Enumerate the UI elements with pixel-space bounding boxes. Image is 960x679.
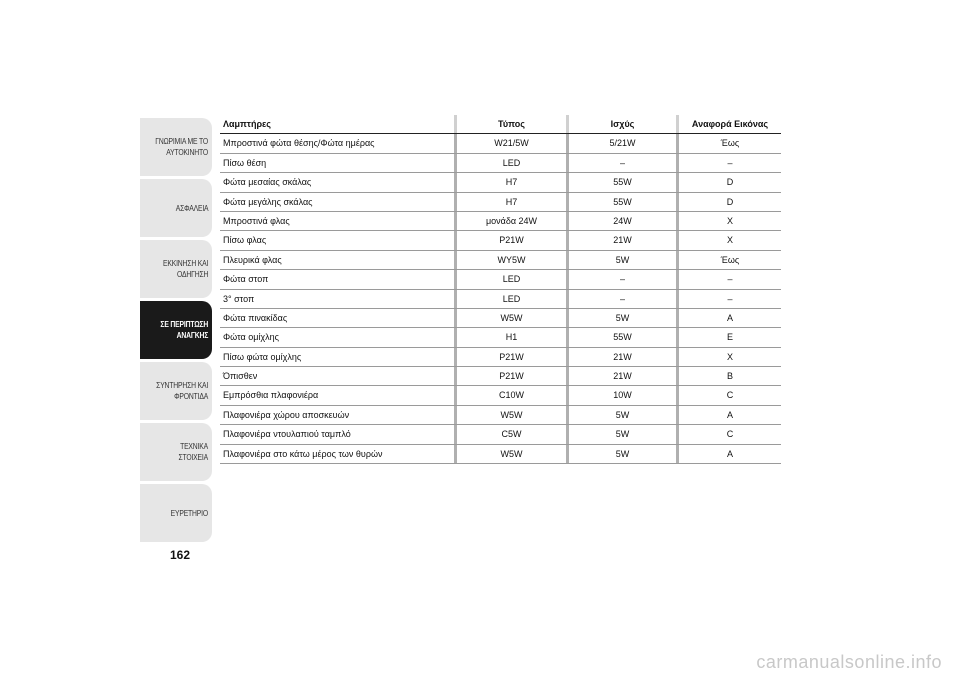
header-power: Ισχύς bbox=[566, 115, 676, 134]
tab-label: ΣΥΝΤΗΡΗΣΗ ΚΑΙ ΦΡΟΝΤΙΔΑ bbox=[156, 381, 208, 401]
tab-label: ΓΝΩΡΙΜΙΑ ΜΕ ΤΟ ΑΥΤΟΚΙΝΗΤΟ bbox=[155, 137, 208, 157]
bulb-power: 5W bbox=[566, 251, 676, 270]
bulb-figure-ref: C bbox=[676, 425, 781, 444]
bulb-power: 21W bbox=[566, 367, 676, 386]
bulb-name: Μπροστινά φλας bbox=[223, 215, 290, 226]
bulb-power: 21W bbox=[566, 348, 676, 367]
bulb-type: C5W bbox=[454, 425, 566, 444]
table-row bbox=[220, 425, 781, 444]
tab-starting-driving[interactable] bbox=[140, 240, 212, 298]
table-row bbox=[220, 173, 781, 192]
bulb-name: Πλευρικά φλας bbox=[223, 254, 282, 265]
bulb-power: 24W bbox=[566, 212, 676, 231]
bulb-name: Φώτα μεσαίας σκάλας bbox=[223, 177, 312, 188]
bulb-figure-ref: B bbox=[676, 367, 781, 386]
bulb-figure-ref: X bbox=[676, 212, 781, 231]
bulb-power: 55W bbox=[566, 193, 676, 212]
bulb-type: P21W bbox=[454, 367, 566, 386]
bulb-name: Φώτα ομίχλης bbox=[223, 332, 279, 343]
bulb-name: Εμπρόσθια πλαφονιέρα bbox=[223, 390, 319, 401]
bulb-power: 55W bbox=[566, 173, 676, 192]
table-header-row bbox=[220, 115, 781, 134]
bulb-type: WY5W bbox=[454, 251, 566, 270]
bulb-power: – bbox=[566, 154, 676, 173]
bulb-type: W5W bbox=[454, 445, 566, 464]
table-row bbox=[220, 328, 781, 347]
bulb-type: LED bbox=[454, 270, 566, 289]
bulb-figure-ref: Έως bbox=[676, 251, 781, 270]
bulb-type: P21W bbox=[454, 348, 566, 367]
bulb-name: Πίσω φώτα ομίχλης bbox=[223, 351, 302, 362]
bulb-name: Πλαφονιέρα ντουλαπιού ταμπλό bbox=[223, 429, 351, 440]
bulb-name: Φώτα στοπ bbox=[223, 274, 269, 285]
table-row bbox=[220, 309, 781, 328]
bulb-power: 55W bbox=[566, 328, 676, 347]
bulb-figure-ref: – bbox=[676, 154, 781, 173]
bulb-type: C10W bbox=[454, 386, 566, 405]
table-row bbox=[220, 193, 781, 212]
tab-label: ΕΚΚΙΝΗΣΗ ΚΑΙ ΟΔΗΓΗΣΗ bbox=[162, 259, 208, 279]
bulb-power: 5W bbox=[566, 425, 676, 444]
table-row bbox=[220, 270, 781, 289]
bulb-figure-ref: A bbox=[676, 309, 781, 328]
tab-emergency[interactable] bbox=[140, 301, 212, 359]
bulb-power: 5W bbox=[566, 445, 676, 464]
bulb-name: Φώτα πινακίδας bbox=[223, 312, 288, 323]
bulb-type: P21W bbox=[454, 231, 566, 250]
bulb-type: μονάδα 24W bbox=[454, 212, 566, 231]
bulb-power: – bbox=[566, 290, 676, 309]
watermark: carmanualsonline.info bbox=[756, 652, 942, 672]
bulb-power: – bbox=[566, 270, 676, 289]
table-row bbox=[220, 348, 781, 367]
bulb-name: Πίσω φλας bbox=[223, 235, 267, 246]
bulb-type: H7 bbox=[454, 193, 566, 212]
bulb-figure-ref: X bbox=[676, 348, 781, 367]
table-row bbox=[220, 367, 781, 386]
bulb-name: Μπροστινά φώτα θέσης/Φώτα ημέρας bbox=[223, 138, 375, 149]
tab-maintenance-care[interactable] bbox=[140, 362, 212, 420]
bulb-type: LED bbox=[454, 154, 566, 173]
bulb-name: 3° στοπ bbox=[223, 293, 255, 304]
tab-getting-to-know-car[interactable] bbox=[140, 118, 212, 176]
bulb-name: Πίσω θέση bbox=[223, 157, 267, 168]
bulb-power: 5W bbox=[566, 309, 676, 328]
bulb-type: W5W bbox=[454, 309, 566, 328]
header-type: Τύπος bbox=[454, 115, 566, 134]
header-figure-ref: Αναφορά Εικόνας bbox=[676, 115, 781, 134]
bulb-figure-ref: X bbox=[676, 231, 781, 250]
bulb-type: W21/5W bbox=[454, 134, 566, 153]
bulb-figure-ref: D bbox=[676, 173, 781, 192]
table-row bbox=[220, 386, 781, 405]
bulb-name: Πλαφονιέρα χώρου αποσκευών bbox=[223, 409, 350, 420]
table-row bbox=[220, 251, 781, 270]
bulb-figure-ref: A bbox=[676, 406, 781, 425]
tab-label: ΤΕΧΝΙΚΑ ΣΤΟΙΧΕΙΑ bbox=[178, 442, 208, 462]
tab-label: ΣΕ ΠΕΡΙΠΤΩΣΗ ΑΝΑΓΚΗΣ bbox=[160, 320, 208, 340]
bulb-figure-ref: C bbox=[676, 386, 781, 405]
tab-label: ΕΥΡΕΤΗΡΙΟ bbox=[170, 508, 208, 518]
bulb-figure-ref: E bbox=[676, 328, 781, 347]
bulb-figure-ref: A bbox=[676, 445, 781, 464]
tab-label: ΑΣΦΑΛΕΙΑ bbox=[175, 203, 208, 213]
bulb-type: H1 bbox=[454, 328, 566, 347]
bulbs-table bbox=[220, 115, 781, 464]
page-number: 162 bbox=[170, 548, 191, 562]
bulb-power: 21W bbox=[566, 231, 676, 250]
table-row bbox=[220, 154, 781, 173]
bulb-figure-ref: D bbox=[676, 193, 781, 212]
table-row bbox=[220, 212, 781, 231]
tab-safety[interactable] bbox=[140, 179, 212, 237]
table-row bbox=[220, 134, 781, 153]
bulb-figure-ref: – bbox=[676, 270, 781, 289]
tab-index[interactable] bbox=[140, 484, 212, 542]
bulb-figure-ref: – bbox=[676, 290, 781, 309]
header-bulbs: Λαμπτήρες bbox=[223, 119, 271, 129]
tab-technical-data[interactable] bbox=[140, 423, 212, 481]
bulb-power: 10W bbox=[566, 386, 676, 405]
bulb-type: LED bbox=[454, 290, 566, 309]
bulb-power: 5W bbox=[566, 406, 676, 425]
bulb-name: Φώτα μεγάλης σκάλας bbox=[223, 196, 313, 207]
table-row bbox=[220, 231, 781, 250]
bulb-power: 5/21W bbox=[566, 134, 676, 153]
bulb-figure-ref: Έως bbox=[676, 134, 781, 153]
bulb-type: W5W bbox=[454, 406, 566, 425]
table-row bbox=[220, 290, 781, 309]
table-row bbox=[220, 406, 781, 425]
bulb-type: H7 bbox=[454, 173, 566, 192]
bulb-name: Πλαφονιέρα στο κάτω μέρος των θυρών bbox=[223, 448, 383, 459]
table-row bbox=[220, 445, 781, 464]
bulb-name: Όπισθεν bbox=[223, 371, 258, 382]
table-body bbox=[220, 134, 781, 464]
